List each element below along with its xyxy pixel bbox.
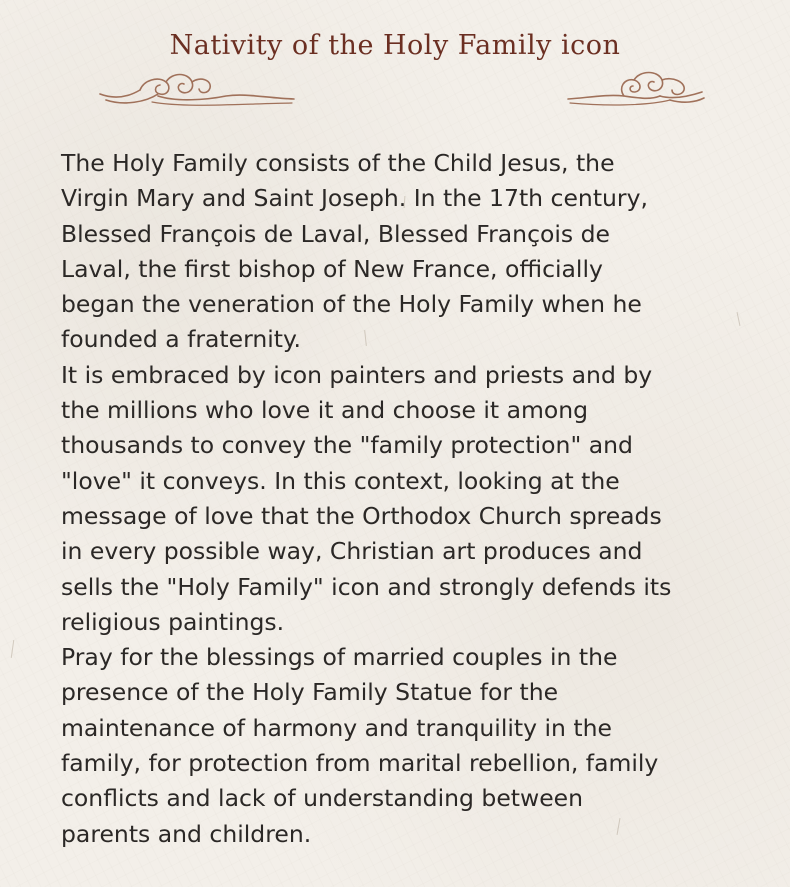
paragraph-prayer: Pray for the blessings of married couples in the presence of the Holy Family Statue for the maintenance of harmony and tranquility in the family, for protection from marital rebellion, family conflicts and lack of understanding between parents and children. (61, 643, 659, 848)
page-title: Nativity of the Holy Family icon (169, 30, 621, 61)
cloud-scroll-ornament-left-icon (96, 66, 296, 110)
paragraph-icon-embrace: It is embraced by icon painters and priests and by the millions who love it and choose it among thousands to convey the "family protection" and "love" it conveys. In this context, looking at the message of love that the Orthodox Church spreads in every possible way, Christian art produces and sells the "Holy Family" icon and strongly defends its religious paintings. (61, 360, 672, 636)
paper-fiber (11, 640, 14, 658)
description-text (61, 146, 751, 852)
cloud-scroll-ornament-right-icon (566, 66, 706, 110)
paragraph-holy-family-origin: The Holy Family consists of the Child Jesus, the Virgin Mary and Saint Joseph. In the 17th century, Blessed François de Laval, Blessed François de Laval, the first bishop of New France, officially began the veneration of the Holy Family when he founded a fraternity. (61, 149, 648, 354)
